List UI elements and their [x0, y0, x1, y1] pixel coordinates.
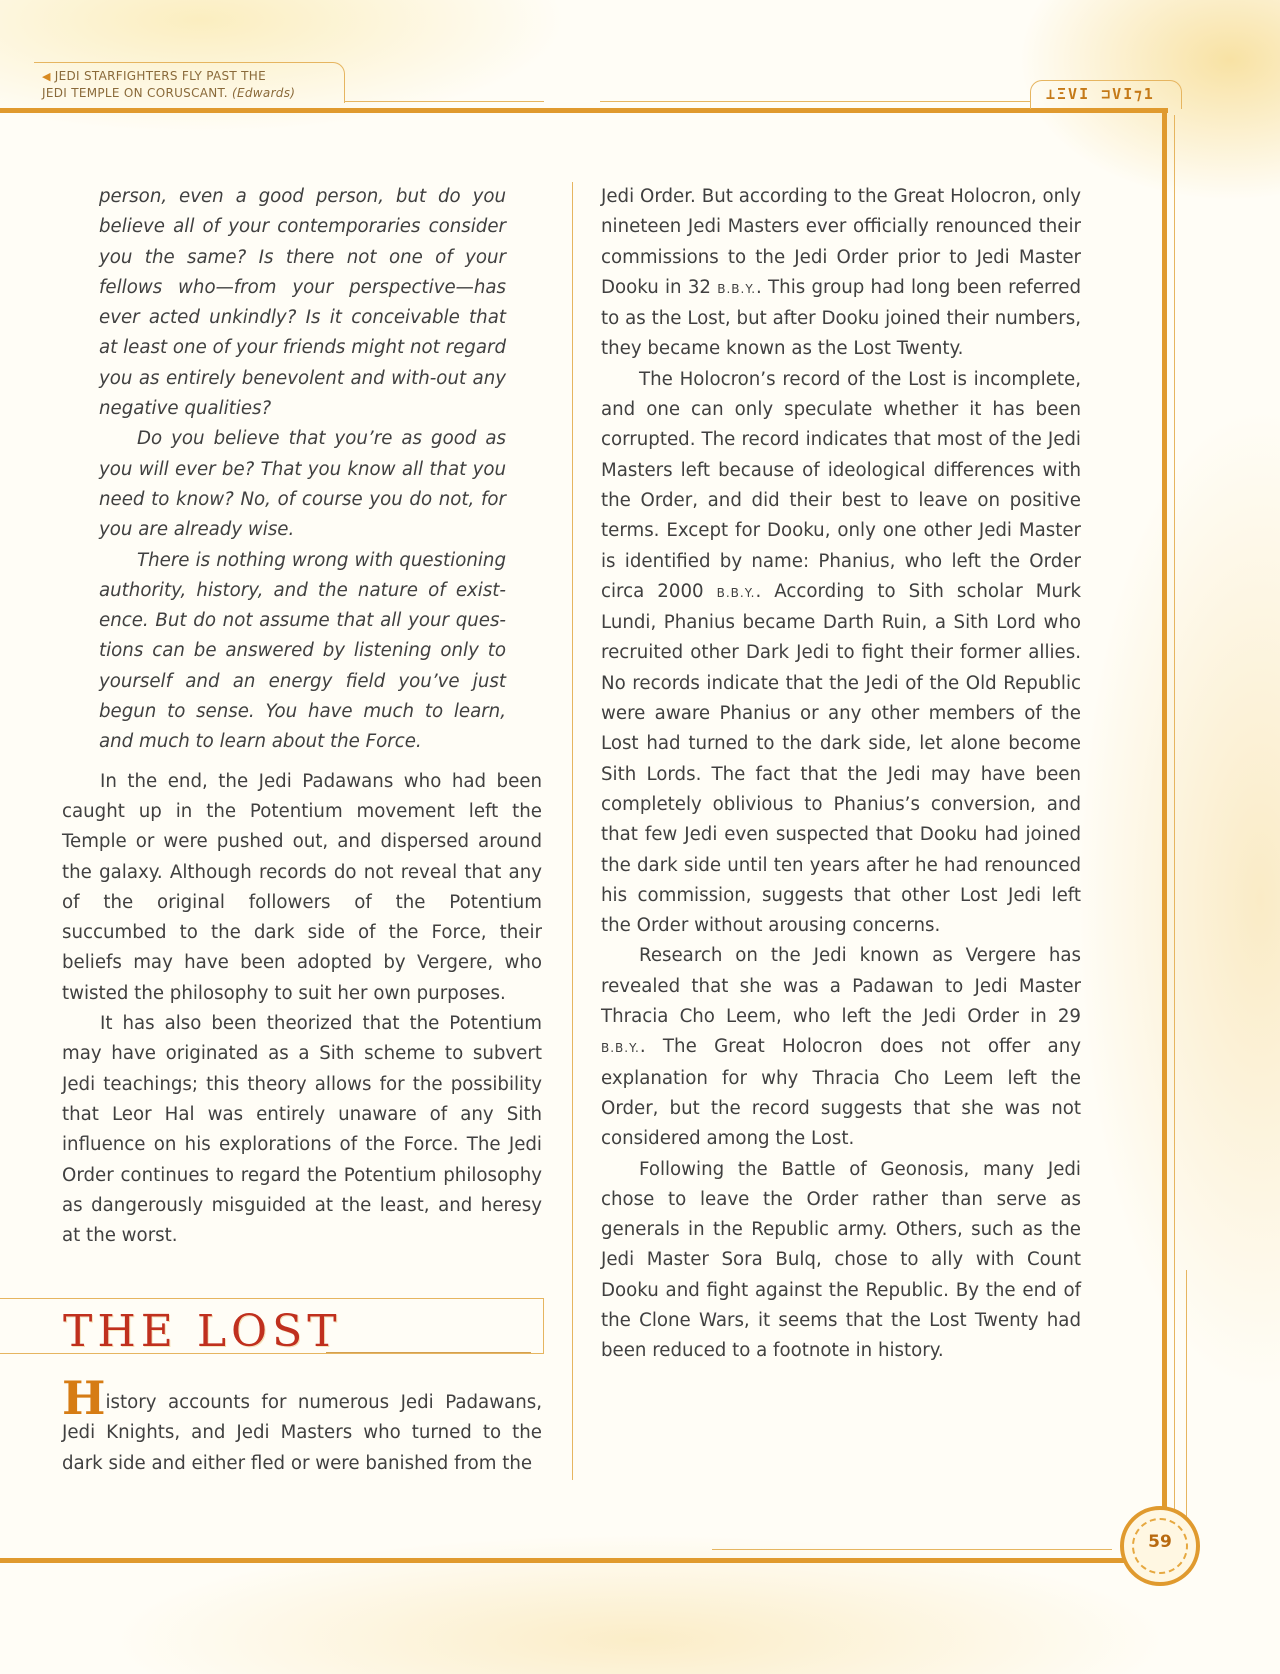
- quote-paragraph-3: There is nothing wrong with questioning authority, history, and the nature of exist-ence. But do not assume that all your ques-tions can be answered by listening only to yourself and an energy field you’ve just begun to sense. You have much to learn, and much to learn about the Force.: [99, 549, 506, 753]
- caption-credit: (Edwards): [232, 86, 296, 100]
- body-paragraph-1: In the end, the Jedi Padawans who had been caught up in the Potentium movement left the Temple or were pushed out, and dispersed around the galaxy. Although records do not reveal that any of the original followers of the Potentium succumbed to the dark side of the Force, their beliefs may have been adopted by Vergere, who twisted the philosophy to suit her own purposes.: [62, 770, 542, 1004]
- frame-top-border: [0, 108, 1168, 113]
- section-title: THE LOST: [63, 1306, 342, 1357]
- column-divider: [572, 182, 573, 1480]
- frame-bottom-border: [0, 1558, 1140, 1563]
- caption-rule: [344, 101, 544, 102]
- quote-paragraph-2: Do you believe that you’re as good as you will ever be? That you know all that you need to know? No, of course you do not, for you are already wise.: [99, 428, 506, 541]
- aurebesh-chapter-label: ⊥ΞVI ⊐VI⁊1: [1046, 85, 1155, 103]
- section-intro: [62, 1371, 542, 1479]
- era-abbrev: B.B.Y.: [717, 281, 757, 296]
- right-paragraph-2: [601, 365, 1081, 942]
- caret-left-icon: ◀: [42, 70, 51, 83]
- page-number: 59: [1148, 1532, 1172, 1552]
- right-paragraph-3-text-a: Research on the Jedi known as Vergere has revealed that she was a Padawan to Jedi Master Thracia Cho Leem, who left the Jedi Order in 29: [601, 945, 1081, 1028]
- right-paragraph-1-text-a: Jedi Order. But according to the Great Holocron, only nineteen Jedi Masters ever officially renounced their commissions to the Jedi Order prior to Jedi Master Dooku in 32: [601, 186, 1081, 298]
- right-paragraph-3-text-b: . The Great Holocron does not offer any explanation for why Thracia Cho Leem left the Order, but the record suggests that she was not considered among the Lost.: [601, 1036, 1081, 1150]
- right-paragraph-1: [601, 182, 1081, 365]
- caption-line-1: JEDI STARFIGHTERS FLY PAST THE: [54, 69, 267, 83]
- drop-cap: H: [62, 1371, 106, 1425]
- section-title-rule: [326, 1352, 531, 1353]
- right-paragraph-1-text-b: . This group had long been referred to as the Lost, but after Dooku joined their numbers, they became known as the Lost Twenty.: [601, 276, 1081, 360]
- frame-thin-right-line: [1174, 115, 1175, 1555]
- era-abbrev: B.B.Y.: [601, 1041, 640, 1056]
- header-rule: [600, 101, 1030, 102]
- right-paragraph-2-text-b: . According to Sith scholar Murk Lundi, Phanius became Darth Ruin, a Sith Lord who recruited other Dark Jedi to fight their former allies. No records indicate that the Jedi of the Old Republic were aware Phanius or any other members of the Lost had turned to the dark side, let alone become Sith Lords. The fact that the Jedi may have been completely oblivious to Phanius’s conversion, and that few Jedi even suspected that Dooku had joined the dark side until ten years after he had renounced his commission, suggests that other Lost Jedi left the Order without arousing concerns.: [601, 580, 1081, 937]
- section-intro-text: istory accounts for numerous Jedi Padawans, Jedi Knights, and Jedi Masters who turned to the dark side and either fled or were banished from the: [62, 1392, 542, 1474]
- caption-line-2: JEDI TEMPLE ON CORUSCANT.: [42, 86, 228, 100]
- right-column: [601, 182, 1081, 1367]
- right-paragraph-3: [601, 941, 1081, 1154]
- body-paragraph-2: It has also been theorized that the Potentium may have originated as a Sith scheme to subvert Jedi teachings; this theory allows for the possibility that Leor Hal was entirely unaware of any Sith influence on his explorations of the Force. The Jedi Order continues to regard the Potentium philosophy as dangerously misguided at the least, and heresy at the worst.: [62, 1013, 542, 1247]
- section-intro-paragraph: [62, 1371, 542, 1479]
- image-caption: [42, 68, 352, 102]
- frame-thin-right-line-2: [1186, 1270, 1187, 1520]
- quote-paragraph-1: person, even a good person, but do you believe all of your contemporaries consider you the same? Is there not one of your fellows who—from your perspective—has ever acted unkindly? Is it conceivable that at least one of your friends might not regard you as entirely benevolent and with-out any negative qualities?: [99, 186, 506, 420]
- frame-right-border: [1162, 108, 1167, 1558]
- era-abbrev: B.B.Y.: [716, 585, 756, 600]
- frame-thin-bottom-line: [712, 1549, 1112, 1550]
- left-column: [62, 182, 542, 1251]
- right-paragraph-2-text-a: The Holocron’s record of the Lost is incomplete, and one can only speculate whether it has been corrupted. The record indicates that most of the Jedi Masters left because of ideological differences with the Order, and did their best to leave on positive terms. Except for Dooku, only one other Jedi Master is identified by name: Phanius, who left the Order circa 2000: [601, 368, 1081, 602]
- right-paragraph-4: Following the Battle of Geonosis, many Jedi chose to leave the Order rather than serve as generals in the Republic army. Others, such as the Jedi Master Sora Bulq, chose to ally with Count Dooku and fight against the Republic. By the end of the Clone Wars, it seems that the Lost Twenty had been reduced to a footnote in history.: [601, 1158, 1081, 1362]
